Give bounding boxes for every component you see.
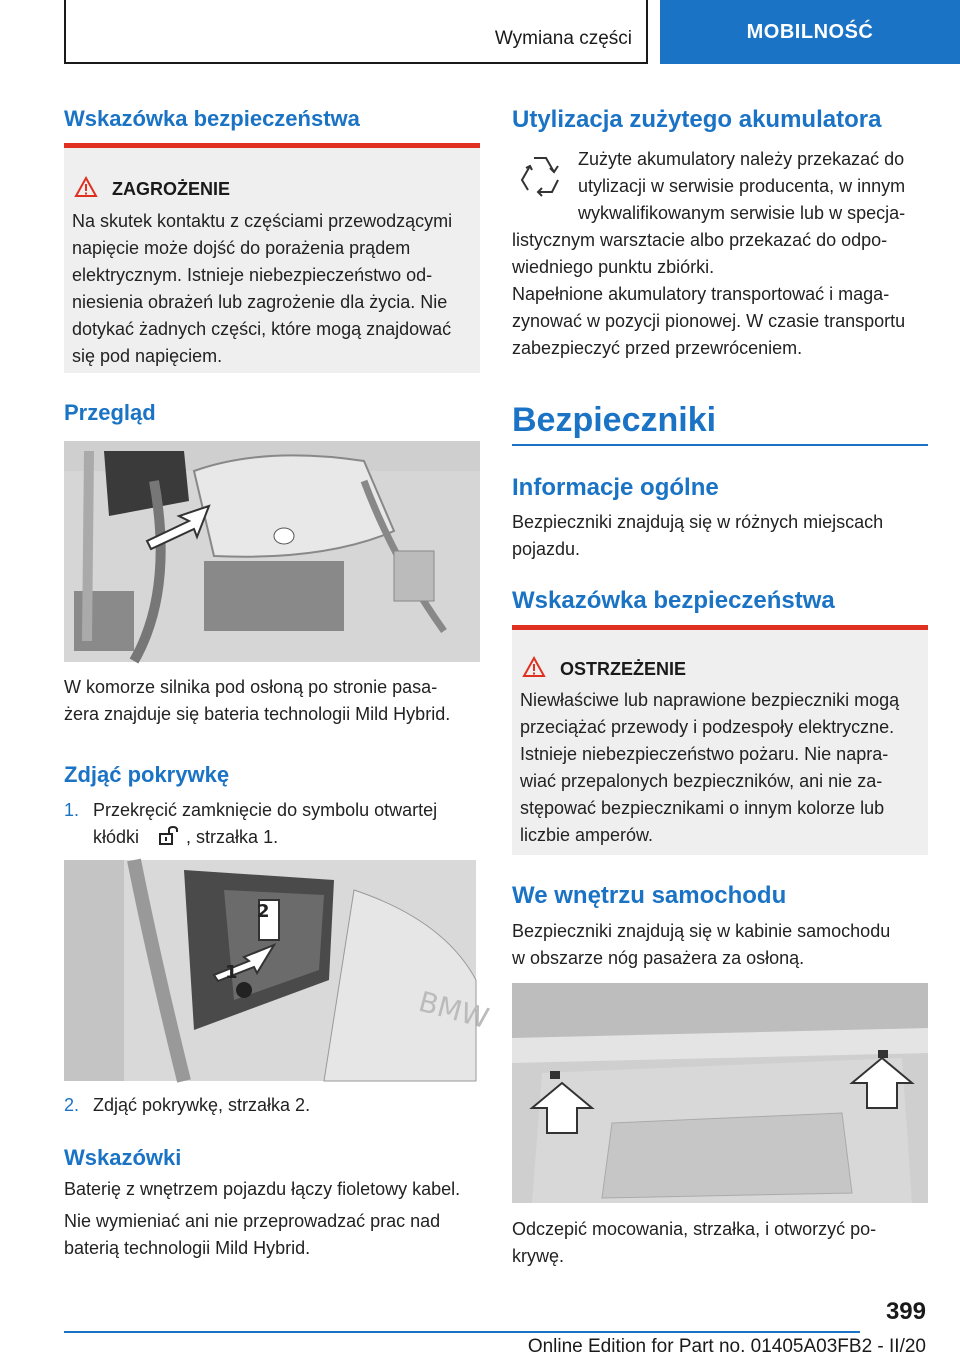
safety-heading-left: Wskazówka bezpieczeństwa — [64, 106, 360, 131]
interior-heading: We wnętrzu samochodu — [512, 882, 787, 909]
step-1-number: 1. — [64, 800, 80, 820]
svg-text:BMW: BMW — [415, 984, 493, 1036]
fuses-heading: Bezpieczniki — [512, 401, 717, 439]
disposal-text: Zużyte akumulatory należy przekazać do utylizacji w serwisie producenta, w innym wykwalifikowanym serwisie lub w specja- listycznym warsztacie albo przekazać do odpo- wiedniego punktu zbiórki. — [512, 149, 906, 277]
notes-para-2: Nie wymieniać ani nie przeprowadzać prac nad baterią technologii Mild Hybrid. — [64, 1211, 441, 1258]
footwell-caption: Odczepić mocowania, strzałka, i otworzyć po- krywę. — [512, 1219, 877, 1266]
general-info-text: Bezpieczniki znajdują się w różnych miejscach pojazdu. — [512, 512, 884, 559]
warning-box — [512, 625, 928, 855]
step-2-number: 2. — [64, 1095, 80, 1115]
fuses-rule — [512, 444, 928, 446]
warning-triangle-icon — [522, 656, 546, 678]
notes-heading: Wskazówki — [64, 1145, 182, 1170]
edition-text: Online Edition for Part no. 01405A03FB2 - II/20 — [527, 1336, 926, 1357]
photo-label-2: 2 — [257, 901, 270, 922]
engine-bay-photo — [64, 441, 480, 662]
photo-label-1: 1 — [225, 962, 238, 983]
danger-box — [64, 143, 480, 373]
danger-title: ZAGROŻENIE — [112, 179, 231, 199]
footwell-photo — [512, 983, 928, 1203]
general-info-heading: Informacje ogólne — [512, 474, 719, 501]
disposal-heading: Utylizacja zużytego akumulatora — [512, 106, 882, 133]
warning-triangle-icon — [74, 176, 98, 198]
overview-text: W komorze silnika pod osłoną po stronie pasa- żera znajduje się bateria technologii Mild Hybrid. — [64, 677, 451, 724]
section-title: Wymiana części — [494, 28, 632, 49]
footer-rule — [64, 1331, 860, 1333]
battery-cover-photo — [64, 860, 493, 1081]
open-padlock-icon — [158, 826, 180, 846]
chapter-tab: MOBILNOŚĆ — [660, 0, 960, 64]
running-header — [64, 0, 648, 64]
notes-para-1: Baterię z wnętrzem pojazdu łączy fioletowy kabel. — [64, 1179, 461, 1199]
overview-heading: Przegląd — [64, 400, 156, 425]
warning-title: OSTRZEŻENIE — [560, 659, 687, 679]
page-number: 399 — [885, 1298, 926, 1325]
danger-text: Na skutek kontaktu z częściami przewodzącymi napięcie może dojść do porażenia prądem elektrycznym. Istnieje niebezpieczeństwo od- niesienia obrażeń lub zagrożenie dla życia. Nie dotykać żadnych części, które mogą znajdować się pod napięciem. — [72, 211, 453, 366]
safety-heading-right: Wskazówka bezpieczeństwa — [512, 587, 835, 614]
warning-text: Niewłaściwe lub naprawione bezpieczniki mogą przeciążać przewody i podzespoły elektryczne. Istnieje niebezpieczeństwo pożaru. Nie napra- wiać przepalonych bezpieczników, ani nie za- stępować bezpiecznikami o innym kolorze lub liczbie amperów. — [520, 690, 900, 845]
transport-text: Napełnione akumulatory transportować i maga- zynować w pozycji pionowej. W czasie transportu zabezpieczyć przed przewróceniem. — [512, 284, 906, 358]
interior-text: Bezpieczniki znajdują się w kabinie samochodu w obszarze nóg pasażera za osłoną. — [512, 921, 891, 968]
remove-cover-heading: Zdjąć pokrywkę — [64, 762, 230, 787]
